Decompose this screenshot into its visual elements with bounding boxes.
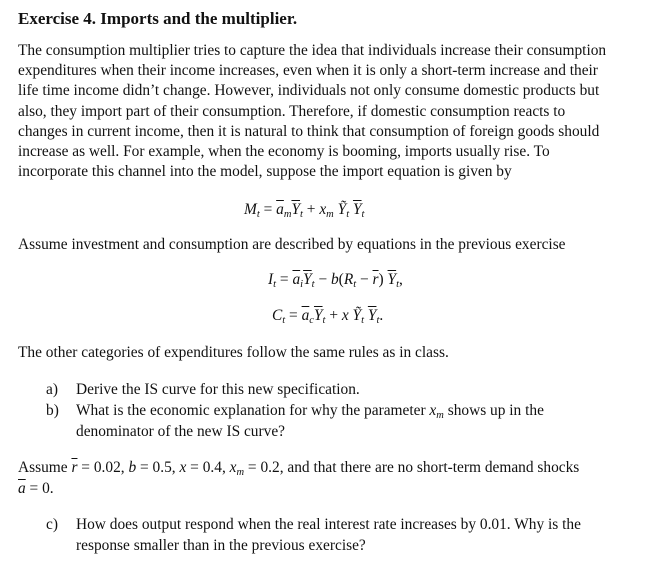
consumption-equation: $C_t = \overline{a}_c\overline{Y}_t + x$ Ỹ$_t$ $\overline{Y}_t$. bbox=[272, 307, 384, 326]
other-categories-line: The other categories of expenditures follow the same rules as in class. bbox=[18, 344, 449, 361]
parameters-line: Assume $\overline{r} = 0.02$, b = 0.5, x = 0.4, $x_m = 0.2$, and that there are no short-term demand shocks bbox=[18, 459, 580, 478]
question-text: How does output respond when the real interest rate increases by 0.01. Why is the bbox=[76, 516, 581, 533]
intro-line: changes in current income, then it is natural to think that consumption of foreign goods should bbox=[18, 122, 600, 140]
intro-line: life time income didn’t change. However, individuals not only consume domestic products but bbox=[18, 82, 600, 100]
import-equation: $M_t = \overline{a}_m\overline{Y}_t + x_m$ Ỹ$_t$ $\overline{Y}_t$ bbox=[244, 201, 365, 220]
intro-line: expenditures when their income increases, even when it is only a short-term increase and their bbox=[18, 62, 598, 80]
assume-line: Assume investment and consumption are described by equations in the previous exercise bbox=[18, 236, 566, 253]
question-text: denominator of the new IS curve? bbox=[76, 423, 285, 440]
question-text: response smaller than in the previous exercise? bbox=[76, 537, 366, 554]
question-label: a) bbox=[46, 381, 58, 398]
exercise-title: Exercise 4. Imports and the multiplier. bbox=[18, 9, 298, 28]
question-a bbox=[46, 379, 646, 400]
question-text: Derive the IS curve for this new specification. bbox=[76, 381, 360, 398]
intro-line: incorporate this channel into the model, suppose the import equation is given by bbox=[18, 163, 512, 181]
question-text-visual: What is the economic explanation for why the parameter $x_m$ shows up in the bbox=[76, 402, 544, 421]
investment-equation: $I_t = \overline{a}_i\overline{Y}_t - b(R_t - \overline{r})$ $\overline{Y}_t$, bbox=[268, 271, 403, 290]
question-label: c) bbox=[46, 516, 58, 533]
intro-line: increase as well. For example, when the economy is booming, imports usually rise. To bbox=[18, 143, 550, 161]
parameters-line-2: $\overline{a} = 0$. bbox=[18, 480, 54, 497]
intro-paragraph bbox=[18, 41, 648, 182]
intro-line: The consumption multiplier tries to capture the idea that individuals increase their consumption bbox=[18, 42, 607, 59]
intro-line: also, they import part of their consumption. Therefore, if domestic consumption reacts to bbox=[18, 102, 566, 120]
question-c bbox=[46, 514, 646, 556]
question-b bbox=[46, 400, 646, 442]
question-label: b) bbox=[46, 402, 59, 419]
